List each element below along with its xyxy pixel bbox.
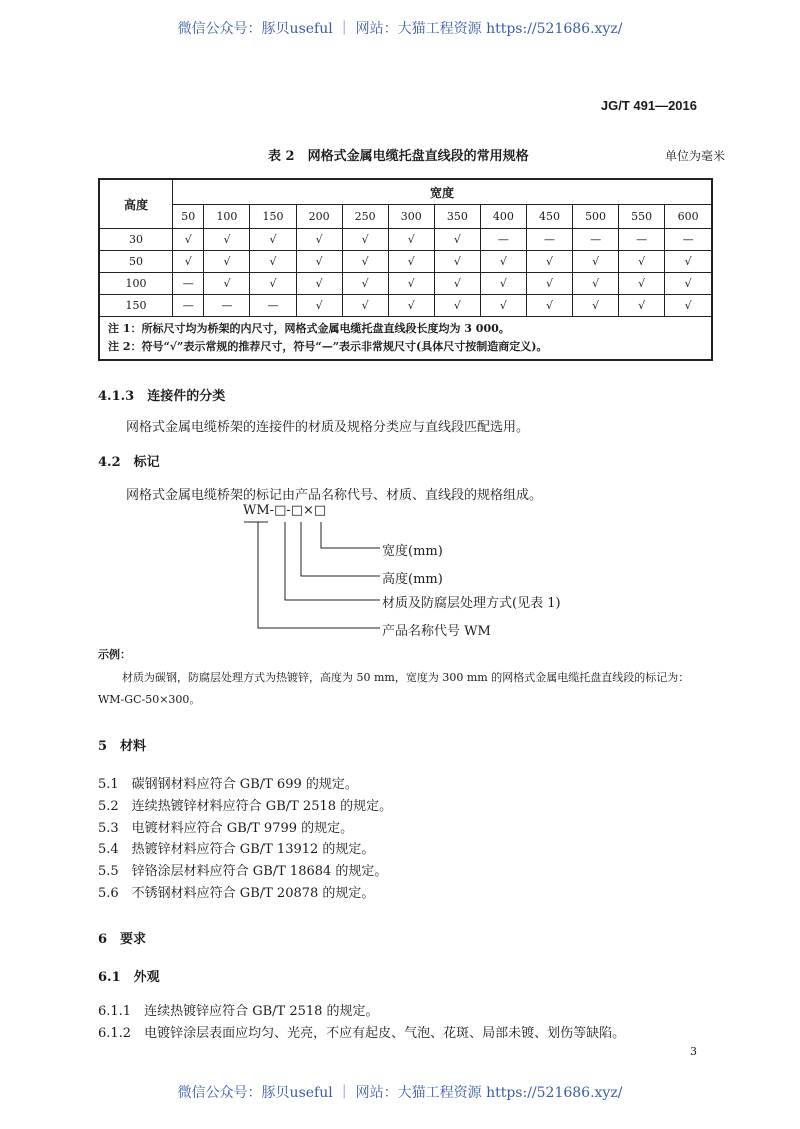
spec-cell: √ bbox=[480, 273, 526, 295]
spec-cell: √ bbox=[388, 229, 434, 251]
spec-cell: √ bbox=[204, 273, 250, 295]
spec-cell: √ bbox=[434, 295, 480, 317]
watermark-top: 微信公众号：豚贝useful ｜ 网站：大猫工程资源 https://521686.xyz/ bbox=[177, 21, 623, 37]
spec-cell: — bbox=[526, 229, 572, 251]
spec-cell: √ bbox=[388, 295, 434, 317]
spec-cell: √ bbox=[296, 295, 342, 317]
watermark-bottom: 微信公众号：豚贝useful ｜ 网站：大猫工程资源 https://521686.xyz/ bbox=[177, 1085, 623, 1101]
table-unit: 单位为毫米 bbox=[664, 149, 725, 163]
spec-cell: √ bbox=[296, 251, 342, 273]
spec-cell: √ bbox=[204, 251, 250, 273]
section-6-heading: 6 要求 bbox=[98, 932, 147, 947]
spec-cell: √ bbox=[173, 229, 204, 251]
spec-cell: — bbox=[204, 295, 250, 317]
spec-cell: √ bbox=[480, 251, 526, 273]
width-header: 250 bbox=[342, 205, 388, 229]
item-5-3: 5.3 电镀材料应符合 GB/T 9799 的规定。 bbox=[98, 820, 354, 836]
height-cell: 100 bbox=[99, 273, 173, 295]
spec-cell: √ bbox=[250, 251, 296, 273]
spec-cell: √ bbox=[342, 251, 388, 273]
label-material: 材质及防腐层处理方式(见表 1) bbox=[382, 596, 561, 611]
item-6-1-1: 6.1.1 连续热镀锌应符合 GB/T 2518 的规定。 bbox=[98, 1004, 379, 1019]
item-5-6: 5.6 不锈钢材料应符合 GB/T 20878 的规定。 bbox=[98, 886, 375, 901]
width-header: 300 bbox=[388, 205, 434, 229]
width-header: 150 bbox=[250, 205, 296, 229]
spec-cell: √ bbox=[250, 229, 296, 251]
spec-cell: √ bbox=[434, 229, 480, 251]
section-4-1-3-text: 网格式金属电缆桥架的连接件的材质及规格分类应与直线段匹配选用。 bbox=[126, 420, 530, 435]
width-header: 200 bbox=[296, 205, 342, 229]
spec-cell: √ bbox=[619, 251, 665, 273]
item-5-1: 5.1 碳钢钢材料应符合 GB/T 699 的规定。 bbox=[98, 777, 358, 792]
spec-cell: — bbox=[173, 295, 204, 317]
spec-cell: √ bbox=[388, 273, 434, 295]
page-number: 3 bbox=[690, 1045, 697, 1058]
section-5-heading: 5 材料 bbox=[98, 739, 147, 754]
item-5-5: 5.5 锌铬涂层材料应符合 GB/T 18684 的规定。 bbox=[98, 864, 388, 880]
width-header: 550 bbox=[619, 205, 665, 229]
line-width bbox=[321, 522, 380, 548]
label-height: 高度(mm) bbox=[382, 572, 443, 587]
spec-cell: √ bbox=[173, 251, 204, 273]
note-1: 注 1：所标尺寸均为桥架的内尺寸，网格式金属电缆托盘直线段长度均为 3 000。 bbox=[108, 322, 510, 335]
spec-cell: √ bbox=[573, 295, 619, 317]
spec-cell: — bbox=[665, 229, 712, 251]
spec-cell: √ bbox=[342, 295, 388, 317]
spec-cell: √ bbox=[619, 273, 665, 295]
line-material bbox=[285, 522, 380, 600]
spec-cell: — bbox=[573, 229, 619, 251]
width-header: 400 bbox=[480, 205, 526, 229]
spec-cell: √ bbox=[526, 273, 572, 295]
width-header: 100 bbox=[204, 205, 250, 229]
item-5-4: 5.4 热镀锌材料应符合 GB/T 13912 的规定。 bbox=[98, 842, 375, 858]
spec-cell: √ bbox=[573, 251, 619, 273]
label-width: 宽度(mm) bbox=[382, 544, 443, 559]
spec-cell: √ bbox=[296, 229, 342, 251]
table-title: 表 2 网格式金属电缆托盘直线段的常用规格 bbox=[268, 149, 529, 164]
spec-cell: — bbox=[480, 229, 526, 251]
label-product-code: 产品名称代号 WM bbox=[382, 624, 491, 639]
width-header: 50 bbox=[173, 205, 204, 229]
example-label: 示例： bbox=[98, 648, 131, 661]
section-4-2-text: 网格式金属电缆桥架的标记由产品名称代号、材质、直线段的规格组成。 bbox=[126, 488, 543, 503]
section-6-1-heading: 6.1 外观 bbox=[98, 970, 160, 985]
spec-cell: √ bbox=[619, 295, 665, 317]
note-2: 注 2：符号“√”表示常规的推荐尺寸，符号“—”表示非常规尺寸(具体尺寸按制造商定义)。 bbox=[108, 340, 548, 353]
width-header: 500 bbox=[573, 205, 619, 229]
spec-cell: √ bbox=[342, 273, 388, 295]
width-header: 350 bbox=[434, 205, 480, 229]
example-code: WM-GC-50×300。 bbox=[98, 693, 201, 706]
example-text: 材质为碳钢，防腐层处理方式为热镀锌，高度为 50 mm，宽度为 300 mm 的网格式金属电缆托盘直线段的标记为： bbox=[122, 671, 690, 684]
spec-cell: √ bbox=[526, 295, 572, 317]
line-height bbox=[301, 522, 380, 576]
height-cell: 150 bbox=[99, 295, 173, 317]
width-header: 450 bbox=[526, 205, 572, 229]
spec-cell: √ bbox=[434, 273, 480, 295]
standard-number: JG/T 491—2016 bbox=[600, 98, 697, 113]
spec-cell: √ bbox=[526, 251, 572, 273]
section-4-2-heading: 4.2 标记 bbox=[98, 455, 160, 470]
item-6-1-2: 6.1.2 电镀锌涂层表面应均匀、光亮，不应有起皮、气泡、花斑、局部未镀、划伤等缺陷。 bbox=[98, 1026, 626, 1041]
height-cell: 50 bbox=[99, 251, 173, 273]
spec-cell: √ bbox=[388, 251, 434, 273]
height-cell: 30 bbox=[99, 229, 173, 251]
marking-code: WM-□-□×□ bbox=[243, 503, 327, 518]
row-header: 高度 bbox=[99, 179, 173, 229]
spec-cell: √ bbox=[665, 273, 712, 295]
spec-cell: — bbox=[173, 273, 204, 295]
spec-cell: — bbox=[250, 295, 296, 317]
spec-cell: √ bbox=[342, 229, 388, 251]
spec-cell: √ bbox=[250, 273, 296, 295]
spec-cell: √ bbox=[204, 229, 250, 251]
spec-cell: √ bbox=[480, 295, 526, 317]
spec-cell: — bbox=[619, 229, 665, 251]
spec-cell: √ bbox=[665, 251, 712, 273]
col-group-header: 宽度 bbox=[173, 179, 713, 205]
section-4-1-3-heading: 4.1.3 连接件的分类 bbox=[98, 389, 226, 404]
line-product-code bbox=[244, 522, 380, 628]
spec-cell: √ bbox=[296, 273, 342, 295]
width-header: 600 bbox=[665, 205, 712, 229]
item-5-2: 5.2 连续热镀锌材料应符合 GB/T 2518 的规定。 bbox=[98, 798, 393, 814]
spec-cell: √ bbox=[434, 251, 480, 273]
spec-cell: √ bbox=[573, 273, 619, 295]
spec-cell: √ bbox=[665, 295, 712, 317]
